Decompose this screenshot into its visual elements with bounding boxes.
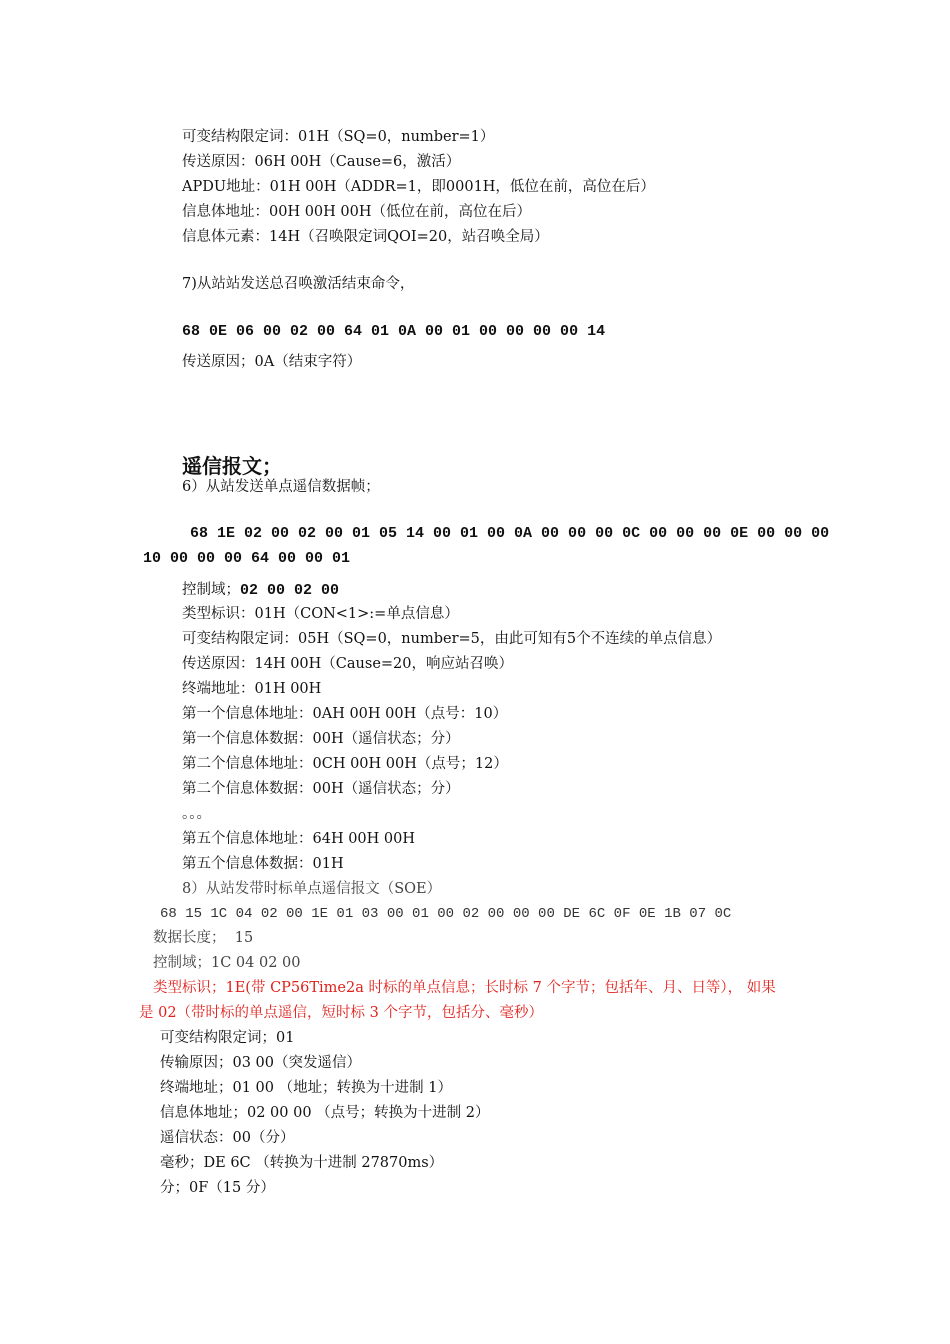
data-length: 数据长度； 15 bbox=[153, 930, 254, 946]
step7-title: 7)从站站发送总召唤激活结束命令， bbox=[182, 276, 415, 292]
text-line: 信息体地址；02 00 00 （点号；转换为十进制 2） bbox=[160, 1105, 490, 1121]
text-line: 遥信状态：00（分） bbox=[160, 1130, 295, 1146]
text-line: 信息体地址：00H 00H 00H（低位在前，高位在后） bbox=[182, 204, 532, 220]
text-line: APDU地址：01H 00H（ADDR=1，即0001H，低位在前，高位在后） bbox=[182, 179, 655, 195]
ctrl-field-2: 控制域；1C 04 02 00 bbox=[153, 955, 301, 971]
text-line: 传输原因；03 00（突发遥信） bbox=[160, 1055, 362, 1071]
type-id-note-line1: 类型标识；1E(带 CP56Time2a 时标的单点信息；长时标 7 个字节；包括年、月、日等）， 如果 bbox=[153, 980, 776, 996]
ctrl-value: 02 00 02 00 bbox=[240, 582, 340, 599]
step8-hex: 68 15 1C 04 02 00 1E 01 03 00 01 00 02 00 00 00 DE 6C 0F 0E 1B 07 0C bbox=[160, 906, 732, 922]
step6-title: 6）从站发送单点遥信数据帧； bbox=[182, 479, 380, 495]
text-line: 类型标识：01H（CON<1>:=单点信息） bbox=[182, 606, 459, 622]
text-line: 第一个信息体数据：00H（遥信状态；分） bbox=[182, 731, 460, 747]
text-line: 第一个信息体地址：0AH 00H 00H（点号：10） bbox=[182, 706, 508, 722]
text-line: 第五个信息体数据：01H bbox=[182, 856, 344, 872]
step8-title: 8）从站发带时标单点遥信报文（SOE） bbox=[182, 881, 442, 897]
text-line: 终端地址；01 00 （地址；转换为十进制 1） bbox=[160, 1080, 452, 1096]
text-line: 毫秒；DE 6C （转换为十进制 27870ms） bbox=[160, 1155, 444, 1171]
text-line: 第二个信息体数据：00H（遥信状态；分） bbox=[182, 781, 460, 797]
text-line: 信息体元素：14H（召唤限定词QOI=20，站召唤全局） bbox=[182, 229, 549, 245]
text-line: 可变结构限定词：01H（SQ=0，number=1） bbox=[182, 129, 495, 145]
type-id-note-line2: 是 02（带时标的单点遥信，短时标 3 个字节，包括分、毫秒） bbox=[139, 1005, 544, 1021]
text-line: 终端地址：01H 00H bbox=[182, 681, 322, 697]
ellipsis-line: 。。。 bbox=[182, 806, 211, 822]
step6-hex-line1: 68 1E 02 00 02 00 01 05 14 00 01 00 0A 00 00 00 0C 00 00 00 0E 00 00 00 bbox=[190, 525, 830, 542]
step6-hex-line2: 10 00 00 00 64 00 00 01 bbox=[143, 550, 351, 567]
text-line: 可变结构限定词；01 bbox=[160, 1030, 295, 1046]
step7-reason: 传送原因；0A（结束字符） bbox=[182, 354, 362, 370]
text-line: 分；0F（15 分） bbox=[160, 1180, 275, 1196]
step7-hex: 68 0E 06 00 02 00 64 01 0A 00 01 00 00 00 00 14 bbox=[182, 323, 606, 340]
text-line: 传送原因：06H 00H（Cause=6，激活） bbox=[182, 154, 461, 170]
text-line: 可变结构限定词：05H（SQ=0，number=5，由此可知有5个不连续的单点信息） bbox=[182, 631, 722, 647]
text-line: 传送原因：14H 00H（Cause=20，响应站召唤） bbox=[182, 656, 513, 672]
section-heading: 遥信报文； bbox=[182, 454, 282, 478]
ctrl-field bbox=[182, 580, 339, 601]
text-line: 第二个信息体地址：0CH 00H 00H（点号；12） bbox=[182, 756, 508, 772]
text-line: 第五个信息体地址：64H 00H 00H bbox=[182, 831, 416, 847]
ctrl-label: 控制域； bbox=[182, 582, 240, 598]
